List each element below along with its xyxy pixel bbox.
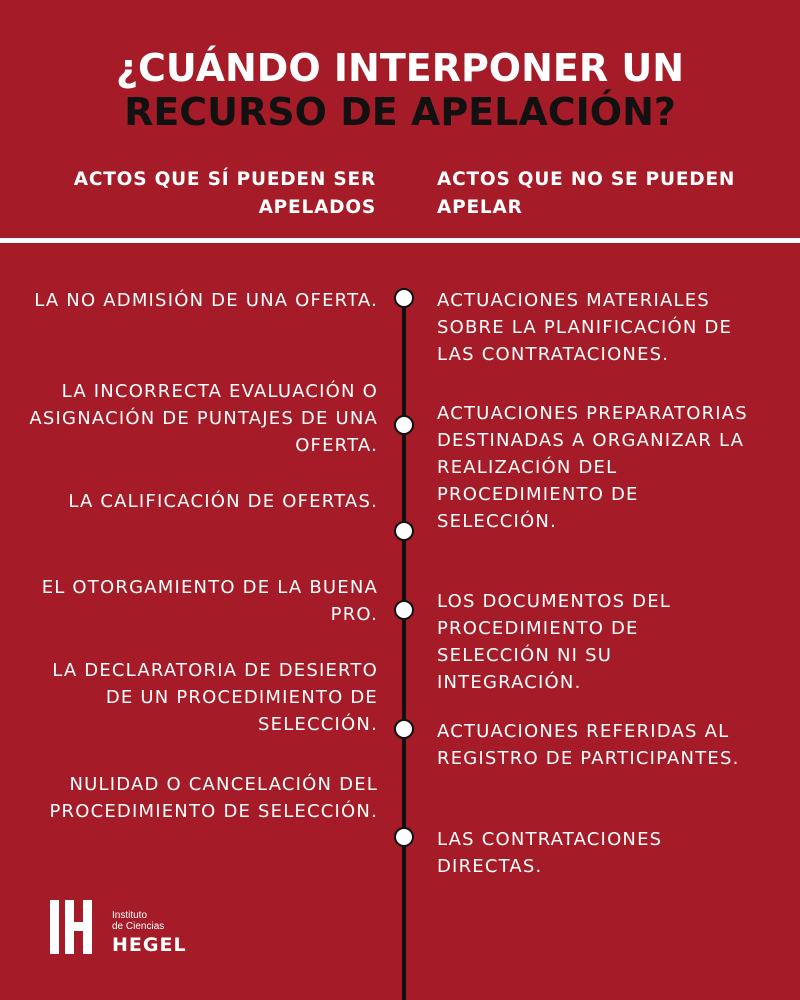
timeline-dot [394, 521, 414, 541]
logo-subtitle [112, 910, 212, 932]
appealable-act-item: LA INCORRECTA EVALUACIÓN O ASIGNACIÓN DE PUNTAJES DE UNA OFERTA. [29, 381, 378, 456]
non-appealable-act-item: ACTUACIONES PREPARATORIAS DESTINADAS A ORGANIZAR LA REALIZACIÓN DEL PROCEDIMIENTO DE SELECCIÓN. [437, 403, 748, 532]
logo-name: HEGEL [112, 934, 187, 956]
title-line-2: RECURSO DE APELACIÓN? [124, 90, 676, 134]
timeline-dot [394, 719, 414, 739]
non-appealable-act-item: LAS CONTRATACIONES DIRECTAS. [437, 829, 663, 877]
left-column-heading: ACTOS QUE SÍ PUEDEN SER APELADOS [73, 169, 376, 218]
timeline-dot [394, 415, 414, 435]
appealable-act-item: NULIDAD O CANCELACIÓN DEL PROCEDIMIENTO DE SELECCIÓN. [49, 774, 378, 822]
timeline-dot [394, 288, 414, 308]
appealable-act-item: LA DECLARATORIA DE DESIERTO DE UN PROCEDIMIENTO DE SELECCIÓN. [52, 660, 378, 735]
title-line-1: ¿CUÁNDO INTERPONER UN [115, 46, 685, 90]
logo-subtitle-line2: de Ciencias [112, 921, 165, 932]
appealable-act-item: LA CALIFICACIÓN DE OFERTAS. [68, 491, 378, 512]
timeline-line [402, 300, 406, 1000]
logo-subtitle-line1: Instituto [112, 910, 148, 921]
non-appealable-act-item: LOS DOCUMENTOS DEL PROCEDIMIENTO DE SELECCIÓN NI SU INTEGRACIÓN. [437, 591, 672, 693]
institute-logo [50, 900, 220, 956]
non-appealable-act-item: ACTUACIONES MATERIALES SOBRE LA PLANIFICACIÓN DE LAS CONTRATACIONES. [437, 290, 733, 365]
timeline-dot [394, 600, 414, 620]
hegel-h-logo-icon [50, 900, 104, 954]
right-column-heading: ACTOS QUE NO SE PUEDEN APELAR [437, 169, 736, 218]
appealable-act-item: LA NO ADMISIÓN DE UNA OFERTA. [34, 290, 378, 311]
non-appealable-act-item: ACTUACIONES REFERIDAS AL REGISTRO DE PARTICIPANTES. [437, 721, 740, 769]
appealable-act-item: EL OTORGAMIENTO DE LA BUENA PRO. [41, 577, 378, 625]
header-divider [0, 238, 800, 243]
timeline-dot [394, 827, 414, 847]
page-title [0, 46, 800, 134]
